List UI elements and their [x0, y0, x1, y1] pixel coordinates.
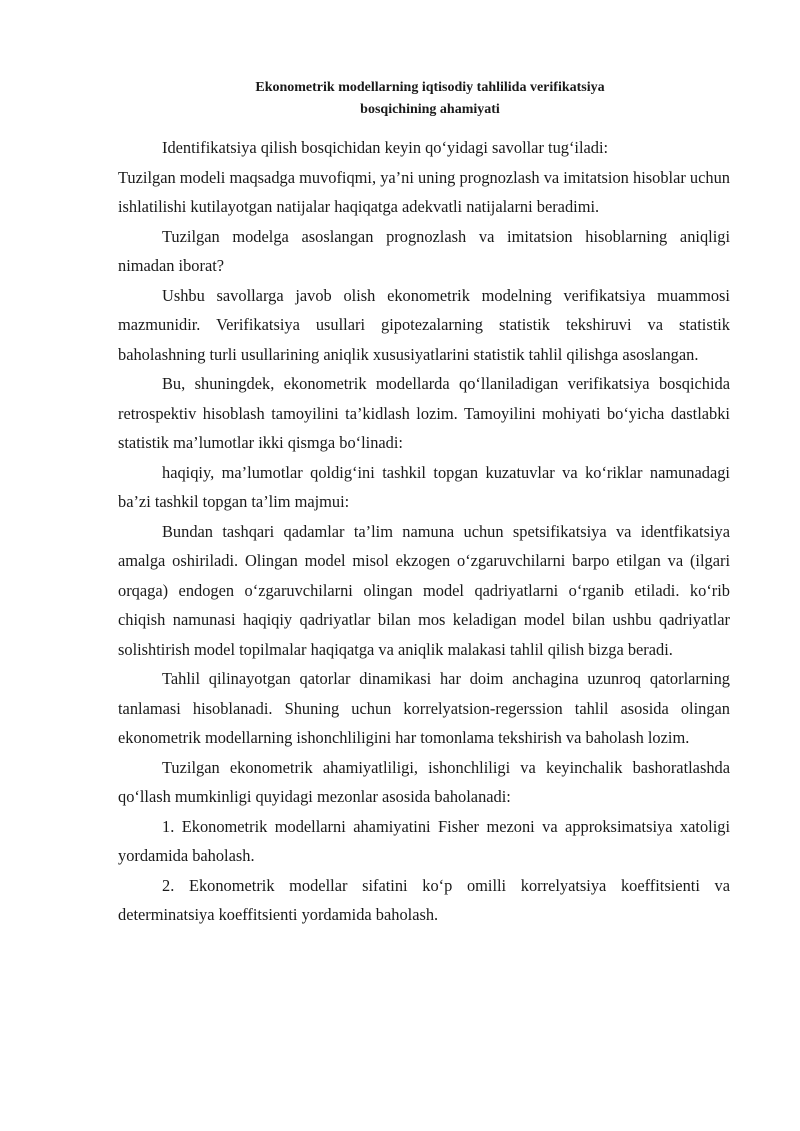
paragraph-intro: Identifikatsiya qilish bosqichidan keyin qo‘yidagi savollar tug‘iladi:: [162, 138, 609, 157]
paragraph-training-set: haqiqiy, ma’lumotlar qoldig‘ini tashkil topgan kuzatuvlar va ko‘riklar namunadagi ba’zi tashkil topgan ta’lim majmui:: [118, 462, 730, 511]
paragraph-verification-essence: Ushbu savollarga javob olish ekonometrik modelning verifikatsiya muammosi mazmunidir. Verifikatsiya usullari gipotezalarning statistik tekshiruvi va statistik baholashning turli usullarining aniqlik xususiyatlarini statistik tahlil qilishga asoslangan.: [118, 285, 730, 364]
title-line-2: bosqichining ahamiyati: [360, 102, 500, 117]
paragraph-criterion-2: 2. Ekonometrik modellar sifatini ko‘p omilli korrelyatsiya koeffitsienti va determinatsiya koeffitsienti yordamida baholash.: [118, 875, 730, 924]
paragraph-specification-steps: Bundan tashqari qadamlar ta’lim namuna uchun spetsifikatsiya va identfikatsiya amalga oshiriladi. Olingan model misol ekzogen o‘zgaruvchilarni barpo etilgan va (ilgari orqaga) endogen o‘zgaruvchilarni olingan model qadriyatlarni o‘rganib etiladi. ko‘rib chiqish namunasi haqiqiy qadriyatlar bilan mos keladigan model bilan ushbu qadriyatlar solishtirish model topilmalar haqiqatga va aniqlik malakasi tahlil qilish bizga beradi.: [118, 521, 730, 659]
paragraph-criterion-1: 1. Ekonometrik modellarni ahamiyatini Fisher mezoni va approksimatsiya xatoligi yordamida baholash.: [118, 816, 730, 865]
paragraph-retrospective-principle: Bu, shuningdek, ekonometrik modellarda qo‘llaniladigan verifikatsiya bosqichida retrospektiv hisoblash tamoyilini ta’kidlash lozim. Tamoyilini mohiyati bo‘yicha dastlabki statistik ma’lumotlar ikki qismga bo‘linadi:: [118, 374, 730, 452]
paragraph-series-dynamics: Tahlil qilinayotgan qatorlar dinamikasi har doim anchagina uzunroq qatorlarning tanlamasi hisoblanadi. Shuning uchun korrelyatsion-regerssion tahlil asosida olingan ekonometrik modellarning ishonchliligini har tomonlama tekshirish va baholash lozim.: [118, 669, 730, 747]
title-line-1: Ekonometrik modellarning iqtisodiy tahlilida verifikatsiya: [255, 80, 605, 95]
paragraph-criteria-intro: Tuzilgan ekonometrik ahamiyatliligi, ishonchliligi va keyinchalik bashoratlashda qo‘llash mumkinligi quyidagi mezonlar asosida baholanadi:: [118, 757, 730, 806]
document-body: [118, 133, 730, 930]
paragraph-question-1: Tuzilgan modeli maqsadga muvofiqmi, ya’ni uning prognozlash va imitatsion hisoblar uchun ishlatilishi kutilayotgan natijalar haqiqatga adekvatli natijalarni beradimi.: [118, 167, 730, 216]
paragraph-question-2: Tuzilgan modelga asoslangan prognozlash va imitatsion hisoblarning aniqligi nimadan iborat?: [118, 226, 730, 275]
page-title: [100, 77, 760, 121]
